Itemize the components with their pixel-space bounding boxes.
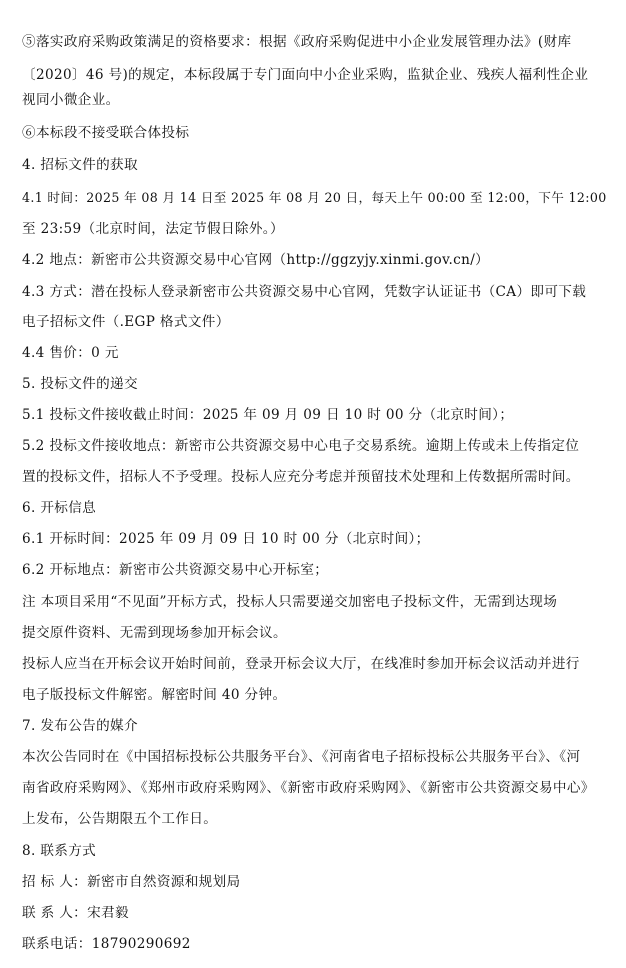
text-line-note-a: 注 本项目采用“不见面”开标方式，投标人只需要递交加密电子投标文件，无需到达现场 <box>22 594 558 610</box>
text-line-no-consortium: ⑥本标段不接受联合体投标 <box>22 125 190 141</box>
section-heading-6: 6. 开标信息 <box>22 500 97 516</box>
text-line-media-a: 本次公告同时在《中国招标投标公共服务平台》、《河南省电子招标投标公共服务平台》、《河 <box>22 749 581 765</box>
text-line-5-2-b: 置的投标文件，招标人不予受理。投标人应充分考虑并预留技术处理和上传数据所需时间。 <box>22 469 580 485</box>
text-line-4-1-a: 4.1 时间：2025 年 08 月 14 日至 2025 年 08 月 20 日，每天上午 00:00 至 12:00，下午 12:00 <box>22 190 607 205</box>
contact-phone: 联系电话：18790290692 <box>22 936 191 952</box>
section-heading-7: 7. 发布公告的媒介 <box>22 718 138 734</box>
text-line-5-2-a: 5.2 投标文件接收地点：新密市公共资源交易中心电子交易系统。逾期上传或未上传指定位 <box>22 438 580 454</box>
contact-person: 联 系 人：宋君毅 <box>22 905 129 921</box>
text-line-4-4: 4.4 售价：0 元 <box>22 345 119 361</box>
text-line-qualification-1: ⑤落实政府采购政策满足的资格要求：根据《政府采购促进中小企业发展管理办法》(财库 <box>22 34 572 50</box>
text-line-6-1: 6.1 开标时间：2025 年 09 月 09 日 10 时 00 分（北京时间）； <box>22 531 430 547</box>
contact-tenderer: 招 标 人：新密市自然资源和规划局 <box>22 874 241 890</box>
text-line-4-3-b: 电子招标文件（.EGP 格式文件） <box>22 314 230 330</box>
text-line-qualification-3: 视同小微企业。 <box>22 92 120 108</box>
text-line-qualification-2: 〔2020〕46 号)的规定，本标段属于专门面向中小企业采购，监狱企业、残疾人福利性企业 <box>22 67 589 83</box>
text-line-6-2: 6.2 开标地点：新密市公共资源交易中心开标室； <box>22 562 329 578</box>
section-heading-8: 8. 联系方式 <box>22 843 97 859</box>
section-heading-5: 5. 投标文件的递交 <box>22 376 138 392</box>
text-line-decrypt-b: 电子版投标文件解密。解密时间 40 分钟。 <box>22 687 287 703</box>
text-line-media-c: 上发布，公告期限五个工作日。 <box>22 811 218 827</box>
text-line-4-1-b: 至 23:59（北京时间，法定节假日除外。） <box>22 221 284 237</box>
text-line-5-1: 5.1 投标文件接收截止时间：2025 年 09 月 09 日 10 时 00 分（北京时间）； <box>22 407 514 423</box>
text-line-note-b: 提交原件资料、无需到现场参加开标会议。 <box>22 625 287 641</box>
text-line-4-3-a: 4.3 方式：潜在投标人登录新密市公共资源交易中心官网，凭数字认证证书（CA）即可下载 <box>22 284 587 300</box>
text-line-decrypt-a: 投标人应当在开标会议开始时间前，登录开标会议大厅，在线准时参加开标会议活动并进行 <box>22 656 580 672</box>
text-line-4-2: 4.2 地点：新密市公共资源交易中心官网（http://ggzyjy.xinmi.gov.cn/） <box>22 252 490 268</box>
text-line-media-b: 南省政府采购网》、《郑州市政府采购网》、《新密市政府采购网》、《新密市公共资源交易中心》 <box>22 780 595 796</box>
section-heading-4: 4. 招标文件的获取 <box>22 157 138 173</box>
